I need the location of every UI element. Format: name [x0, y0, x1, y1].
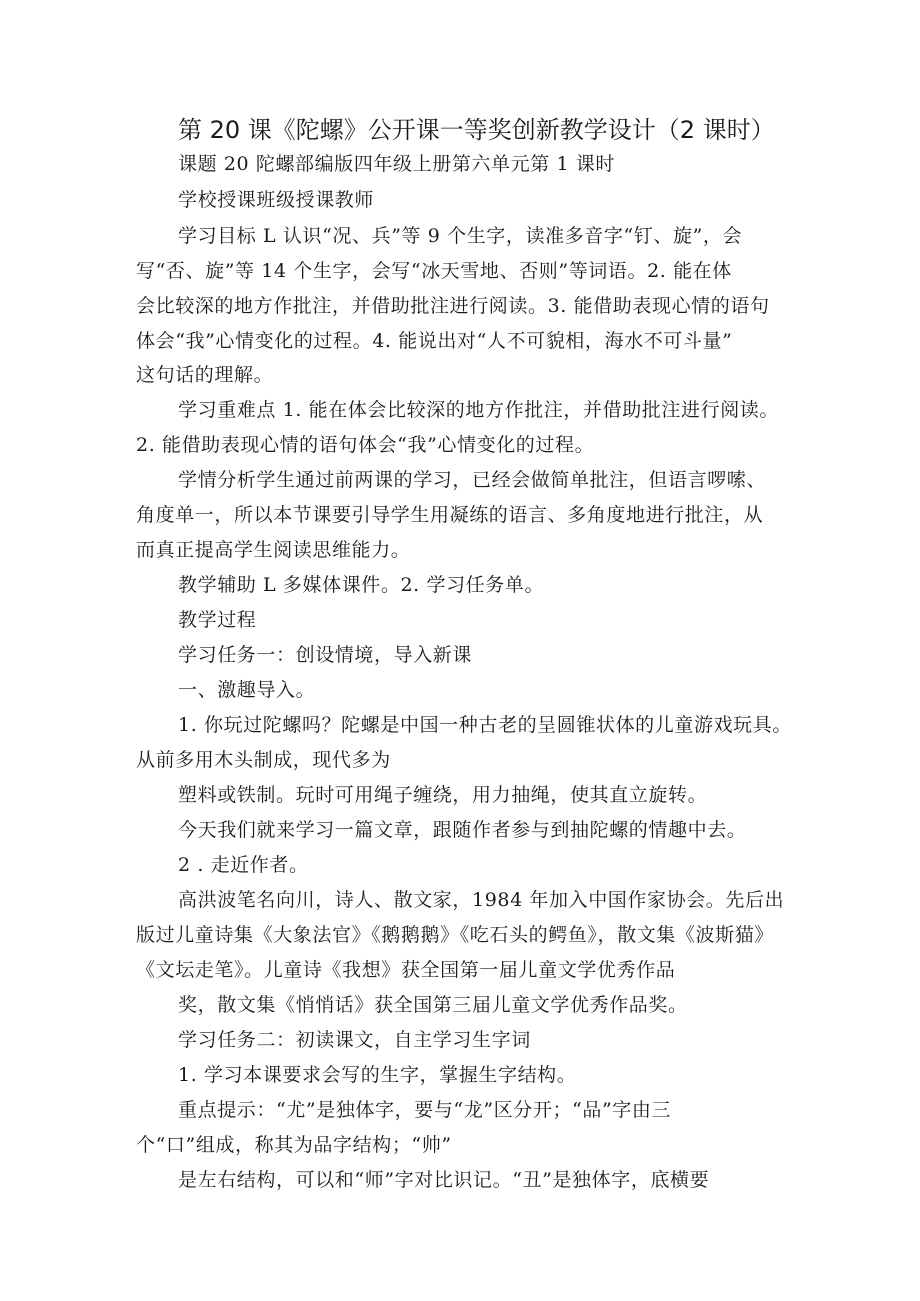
paragraph-line: 会比较深的地方作批注，并借助批注进行阅读。3. 能借助表现心情的语句 — [136, 295, 770, 317]
subsection-heading: 2 . 走近作者。 — [178, 854, 309, 876]
paragraph-line: 1. 学习本课要求会写的生字，掌握生字结构。 — [178, 1064, 577, 1086]
lesson-info-line: 课题 20 陀螺部编版四年级上册第六单元第 1 课时 — [178, 153, 616, 175]
paragraph-line: 从前多用木头制成，现代多为 — [136, 749, 391, 771]
subsection-heading: 一、激趣导入。 — [178, 679, 316, 701]
paragraph-line: 1. 你玩过陀螺吗？陀螺是中国一种古老的呈圆锥状体的儿童游戏玩具。 — [178, 714, 792, 736]
paragraph-line: 是左右结构，可以和“师”字对比识记。“丑”是独体字，底横要 — [178, 1169, 710, 1191]
paragraph-line: 角度单一，所以本节课要引导学生用凝练的语言、多角度地进行批注，从 — [136, 504, 764, 526]
paragraph-line: 《文坛走笔》。儿童诗《我想》获全国第一届儿童文学优秀作品 — [136, 959, 676, 981]
paragraph-line: 奖，散文集《悄悄话》获全国第三届儿童文学优秀作品奖。 — [178, 994, 688, 1016]
paragraph-line: 个“口”组成，称其为品字结构；“帅” — [136, 1134, 452, 1156]
school-info-line: 学校授课班级授课教师 — [178, 189, 375, 211]
section-heading: 教学过程 — [178, 609, 257, 631]
paragraph-line: 塑料或铁制。玩时可用绳子缠绕，用力抽绳，使其直立旋转。 — [178, 784, 708, 806]
task-heading: 学习任务一：创设情境，导入新课 — [178, 644, 473, 666]
paragraph-line: 体会“我”心情变化的过程。4. 能说出对“人不可貌相，海水不可斗量” — [136, 330, 733, 352]
paragraph-line: 这句话的理解。 — [136, 364, 274, 386]
paragraph-line: 教学辅助 L 多媒体课件。2. 学习任务单。 — [178, 574, 545, 596]
paragraph-line: 写“否、旋”等 14 个生字，会写“冰天雪地、否则”等词语。2. 能在体 — [136, 260, 732, 282]
paragraph-line: 今天我们就来学习一篇文章，跟随作者参与到抽陀螺的情趣中去。 — [178, 819, 747, 841]
paragraph-line: 重点提示：“尤”是独体字，要与“龙”区分开；“品”字由三 — [178, 1099, 672, 1121]
paragraph-line: 学情分析学生通过前两课的学习，已经会做简单批注，但语言啰嗦、 — [178, 469, 767, 491]
paragraph-line: 学习目标 L 认识“况、兵”等 9 个生字，读准多音字“钉、旋”，会 — [178, 225, 743, 247]
paragraph-line: 而真正提高学生阅读思维能力。 — [136, 539, 411, 561]
document-title: 第 20 课《陀螺》公开课一等奖创新教学设计（2 课时） — [178, 116, 775, 144]
paragraph-line: 2. 能借助表现心情的语句体会“我”心情变化的过程。 — [136, 434, 595, 456]
paragraph-line: 版过儿童诗集《大象法官》《鹅鹅鹅》《吃石头的鳄鱼》，散文集《波斯猫》 — [136, 924, 774, 946]
paragraph-line: 学习重难点 1. 能在体会比较深的地方作批注，并借助批注进行阅读。 — [178, 399, 780, 421]
task-heading: 学习任务二：初读课文，自主学习生字词 — [178, 1029, 531, 1051]
paragraph-line: 高洪波笔名向川，诗人、散文家，1984 年加入中国作家协会。先后出 — [178, 889, 785, 911]
